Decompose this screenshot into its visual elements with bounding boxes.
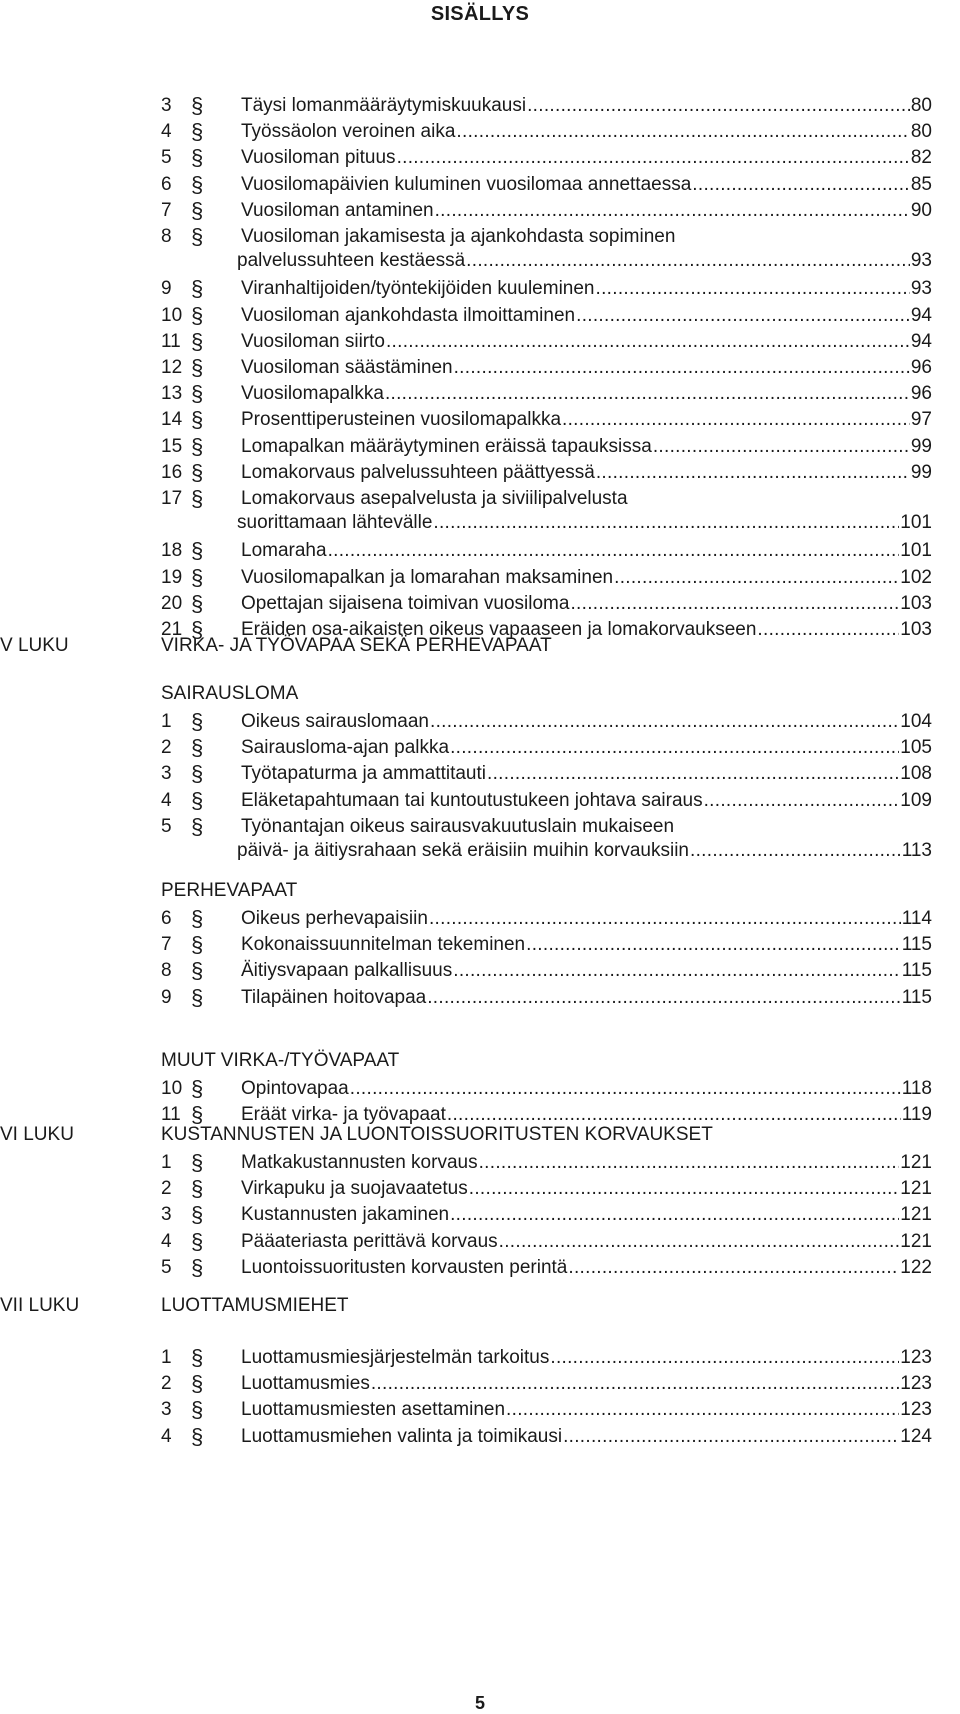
dot-leader [690,840,901,862]
dot-leader [596,462,910,484]
section-number: 3 [161,1204,172,1226]
dot-leader [570,593,899,615]
entry-page-number: 102 [900,566,932,588]
entry-page-number: 93 [910,278,932,300]
toc-entry [161,709,932,735]
section-sign-icon: § [191,355,204,380]
dot-leader [653,436,910,458]
dot-leader [435,200,910,222]
toc-entry [161,355,932,381]
toc-entry [161,761,932,787]
entry-page-number: 104 [900,711,932,732]
entry-title: Lomaraha [241,540,327,562]
entry-title: Vuosiloman pituus [241,147,396,169]
section-sign-icon: § [191,590,204,616]
entry-page-number: 115 [901,960,932,982]
toc-entry [161,1371,932,1397]
entry-page-number: 101 [900,540,932,562]
dot-leader [692,174,910,196]
entry-page-number: 123 [900,1399,932,1421]
dot-leader [704,790,900,812]
dot-leader [527,95,910,117]
toc-entry [161,224,932,250]
dot-leader [397,147,910,169]
entry-title: Luottamusmiesten asettaminen [241,1399,506,1421]
toc-entry [161,303,932,329]
toc-entry [161,434,932,460]
entry-title: Eräiden osa-aikaisten oikeus vapaaseen ja lomakorvaukseen [241,619,757,640]
dot-leader [456,121,909,143]
entry-page-number: 115 [901,934,932,956]
toc-entry [161,788,932,814]
entry-title: Luottamusmiehen valinta ja toimikausi [241,1425,563,1447]
section-sign-icon: § [191,93,204,118]
entry-page-number: 123 [900,1347,932,1368]
entry-page-number: 80 [910,121,932,143]
section-sign-icon: § [191,617,204,642]
section-number: 14 [161,409,183,431]
entry-title: Lomakorvaus palvelussuhteen päättyessä [241,461,595,483]
entry-page-number: 115 [901,986,932,1008]
entry-title: suorittamaan lähtevälle [237,512,433,534]
section-sign-icon: § [191,932,204,958]
section-sign-icon: § [191,1345,204,1370]
entry-title: Lomakorvaus asepalvelusta ja siviilipalvelusta [241,488,628,509]
toc-entry-continuation [237,250,932,276]
section-sign-icon: § [191,145,204,171]
section-sign-icon: § [191,761,204,787]
entry-title: Oikeus sairauslomaan [241,711,429,732]
section-number: 9 [161,278,172,300]
section-number: 4 [161,121,172,143]
section-sign-icon: § [191,735,204,761]
entry-page-number: 99 [910,461,932,483]
section-number: 8 [161,960,172,982]
dot-leader [447,1104,901,1126]
toc-entry [161,958,932,984]
section-number: 4 [161,789,172,811]
section-sign-icon: § [191,1397,204,1423]
toc-entry [161,1424,932,1450]
dot-leader [568,1257,899,1279]
section-sign-icon: § [191,709,204,734]
entry-page-number: 109 [900,789,932,811]
section-sign-icon: § [191,486,204,511]
dot-leader [386,331,910,353]
section-sign-icon: § [191,1423,204,1449]
toc-entry [161,1150,932,1176]
section-number: 10 [161,1078,183,1099]
dot-leader [614,567,899,589]
section-number: 3 [161,763,172,785]
entry-title: Tilapäinen hoitovapaa [241,986,427,1008]
toc-entry-continuation [237,840,932,866]
entry-title: Sairausloma-ajan palkka [241,737,450,759]
entry-page-number: 82 [910,147,932,169]
entry-page-number: 108 [900,763,932,785]
entry-title: Työnantajan oikeus sairausvakuutuslain mukaiseen [241,815,675,837]
chapter-title: VIRKA- JA TYÖVAPAA SEKÄ PERHEVAPAAT [161,635,552,656]
toc-entry [161,814,932,840]
dot-leader [430,711,899,733]
entry-title: Virkapuku ja suojavaatetus [241,1178,468,1200]
section-number: 13 [161,383,183,405]
entry-page-number: 121 [900,1230,932,1252]
entry-page-number: 118 [901,1078,932,1099]
section-sign-icon: § [191,1228,204,1254]
entry-page-number: 103 [900,619,932,640]
entry-title: Kokonaissuunnitelman tekeminen [241,934,526,956]
section-number: 5 [161,815,172,837]
dot-leader [550,1347,899,1369]
section-number: 21 [161,619,183,640]
section-number: 6 [161,173,172,195]
subsection-heading: PERHEVAPAAT [161,880,298,901]
section-sign-icon: § [191,1371,204,1397]
entry-page-number: 94 [910,304,932,326]
dot-leader [453,960,900,982]
toc-entry [161,329,932,355]
chapter-title: LUOTTAMUSMIEHET [161,1295,349,1316]
chapter-title: KUSTANNUSTEN JA LUONTOISSUORITUSTEN KORVAUKSET [161,1124,713,1145]
section-sign-icon: § [191,224,204,249]
section-sign-icon: § [191,171,204,197]
entry-page-number: 103 [900,592,932,614]
section-sign-icon: § [191,813,204,839]
toc-entry [161,145,932,171]
section-number: 5 [161,1256,172,1278]
entry-title: Vuosiloman siirto [241,330,385,352]
section-number: 2 [161,1178,172,1200]
dot-leader [454,357,910,379]
page-title: SISÄLLYS [430,3,530,25]
section-number: 3 [161,1399,172,1421]
section-sign-icon: § [191,1202,204,1228]
entry-title: Työssäolon veroinen aika [241,121,456,143]
section-sign-icon: § [191,197,204,223]
entry-page-number: 85 [910,173,932,195]
toc-entry [161,276,932,302]
section-number: 7 [161,934,172,956]
section-number: 12 [161,357,183,378]
toc-entry-continuation [237,512,932,538]
entry-title: Vuosilomapalkka [241,383,384,405]
section-number: 16 [161,461,183,483]
dot-leader [385,383,910,405]
toc-entry [161,932,932,958]
toc-entry [161,591,932,617]
section-number: 11 [161,1104,181,1126]
section-sign-icon: § [191,1076,204,1101]
section-sign-icon: § [191,407,204,433]
entry-title: Oikeus perhevapaisiin [241,908,428,929]
entry-page-number: 121 [900,1152,932,1173]
entry-title: Vuosilomapäivien kuluminen vuosilomaa annettaessa [241,173,692,195]
toc-entry [161,1397,932,1423]
section-sign-icon: § [191,984,204,1010]
section-sign-icon: § [191,1176,204,1202]
section-sign-icon: § [191,906,204,931]
entry-page-number: 123 [900,1373,932,1395]
section-number: 1 [161,1152,172,1173]
dot-leader [433,512,899,534]
section-sign-icon: § [191,958,204,984]
toc-entry [161,538,932,564]
section-sign-icon: § [191,328,204,354]
entry-title: palvelussuhteen kestäessä [237,250,466,272]
toc-entry [161,1076,932,1102]
toc-entry [161,735,932,761]
entry-page-number: 101 [900,512,932,534]
section-number: 4 [161,1230,172,1252]
dot-leader [469,1178,900,1200]
section-sign-icon: § [191,538,204,564]
entry-title: Täysi lomanmääräytymiskuukausi [241,95,527,116]
section-number: 6 [161,908,172,929]
subsection-heading: MUUT VIRKA-/TYÖVAPAAT [161,1050,400,1071]
entry-title: Luottamusmies [241,1373,370,1395]
entry-title: Luottamusmiesjärjestelmän tarkoitus [241,1347,550,1368]
dot-leader [371,1373,899,1395]
entry-title: Vuosiloman säästäminen [241,357,453,378]
entry-title: Äitiysvapaan palkallisuus [241,960,453,982]
toc-entry [161,565,932,591]
dot-leader [350,1078,901,1100]
section-number: 17 [161,488,183,509]
toc-entry [161,1345,932,1371]
dot-leader [479,1152,900,1174]
toc-entry [161,1176,932,1202]
section-number: 9 [161,986,172,1008]
chapter-label: VII LUKU [0,1295,80,1316]
entry-page-number: 99 [910,435,932,457]
section-sign-icon: § [191,787,204,813]
chapter-label: V LUKU [0,635,69,656]
toc-entry [161,119,932,145]
entry-page-number: 114 [901,908,932,929]
entry-title: päivä- ja äitiysrahaan sekä eräisiin muihin korvauksiin [237,840,689,861]
section-number: 20 [161,592,183,614]
entry-title: Viranhaltijoiden/työntekijöiden kuuleminen [241,278,595,300]
dot-leader [427,987,900,1009]
dot-leader [526,934,901,956]
section-number: 7 [161,199,172,221]
toc-entry [161,1202,932,1228]
entry-page-number: 122 [900,1256,932,1278]
entry-page-number: 80 [910,95,932,116]
entry-title: Vuosilomapalkan ja lomarahan maksaminen [241,566,614,588]
entry-page-number: 96 [910,357,932,378]
entry-page-number: 105 [900,737,932,759]
section-sign-icon: § [191,1254,204,1280]
entry-title: Vuosiloman antaminen [241,199,434,221]
section-number: 1 [161,711,172,732]
dot-leader [576,305,910,327]
entry-title: Opintovapaa [241,1078,349,1099]
entry-page-number: 93 [910,250,932,272]
dot-leader [429,908,901,930]
section-sign-icon: § [191,276,204,302]
entry-title: Luontoissuoritusten korvausten perintä [241,1256,568,1278]
entry-title: Pääateriasta perittävä korvaus [241,1230,498,1252]
dot-leader [450,1204,899,1226]
entry-title: Vuosiloman jakamisesta ja ajankohdasta sopiminen [241,226,676,247]
entry-page-number: 119 [901,1104,932,1126]
entry-page-number: 121 [900,1204,932,1226]
section-sign-icon: § [191,302,204,328]
toc-entry [161,460,932,486]
dot-leader [450,737,899,759]
entry-title: Eläketapahtumaan tai kuntoutustukeen johtava sairaus [241,789,703,811]
section-number: 1 [161,1347,172,1368]
dot-leader [562,409,910,431]
section-number: 10 [161,304,183,326]
section-sign-icon: § [191,1150,204,1175]
entry-page-number: 90 [910,199,932,221]
dot-leader [757,619,899,641]
section-number: 18 [161,540,183,562]
entry-title: Työtapaturma ja ammattitauti [241,763,486,785]
section-sign-icon: § [191,433,204,459]
entry-title: Lomapalkan määräytyminen eräissä tapauksissa [241,435,652,457]
toc-entry [161,198,932,224]
dot-leader [466,250,910,272]
section-number: 4 [161,1425,172,1447]
entry-title: Matkakustannusten korvaus [241,1152,478,1173]
entry-title: Vuosiloman ajankohdasta ilmoittaminen [241,304,576,326]
subsection-heading: SAIRAUSLOMA [161,683,299,704]
section-number: 15 [161,435,183,457]
toc-entry [161,985,932,1011]
toc-entry [161,93,932,119]
entry-page-number: 124 [900,1425,932,1447]
entry-page-number: 96 [910,383,932,405]
section-number: 3 [161,95,172,116]
section-sign-icon: § [191,459,204,485]
dot-leader [487,763,899,785]
entry-page-number: 121 [900,1178,932,1200]
section-number: 2 [161,1373,172,1395]
page-number: 5 [474,1693,485,1713]
dot-leader [506,1399,899,1421]
entry-title: Eräät virka- ja työvapaat [241,1104,446,1126]
section-sign-icon: § [191,119,204,145]
toc-entry [161,172,932,198]
toc-entry [161,906,932,932]
section-number: 8 [161,226,172,247]
section-sign-icon: § [191,1102,204,1128]
section-number: 2 [161,737,172,759]
section-sign-icon: § [191,381,204,407]
entry-title: Opettajan sijaisena toimivan vuosiloma [241,592,570,614]
entry-page-number: 97 [910,409,932,431]
toc-entry [161,381,932,407]
dot-leader [328,540,900,562]
entry-page-number: 94 [910,330,932,352]
dot-leader [596,278,910,300]
dot-leader [563,1426,899,1448]
dot-leader [499,1231,900,1253]
toc-entry [161,407,932,433]
section-number: 5 [161,147,172,169]
entry-title: Prosenttiperusteinen vuosilomapalkka [241,409,562,431]
chapter-label: VI LUKU [0,1124,74,1145]
section-number: 19 [161,566,183,588]
toc-entry [161,1229,932,1255]
section-number: 11 [161,330,181,352]
entry-page-number: 113 [901,840,932,861]
toc-entry [161,486,932,512]
entry-title: Kustannusten jakaminen [241,1204,450,1226]
toc-entry [161,1255,932,1281]
section-sign-icon: § [191,564,204,590]
